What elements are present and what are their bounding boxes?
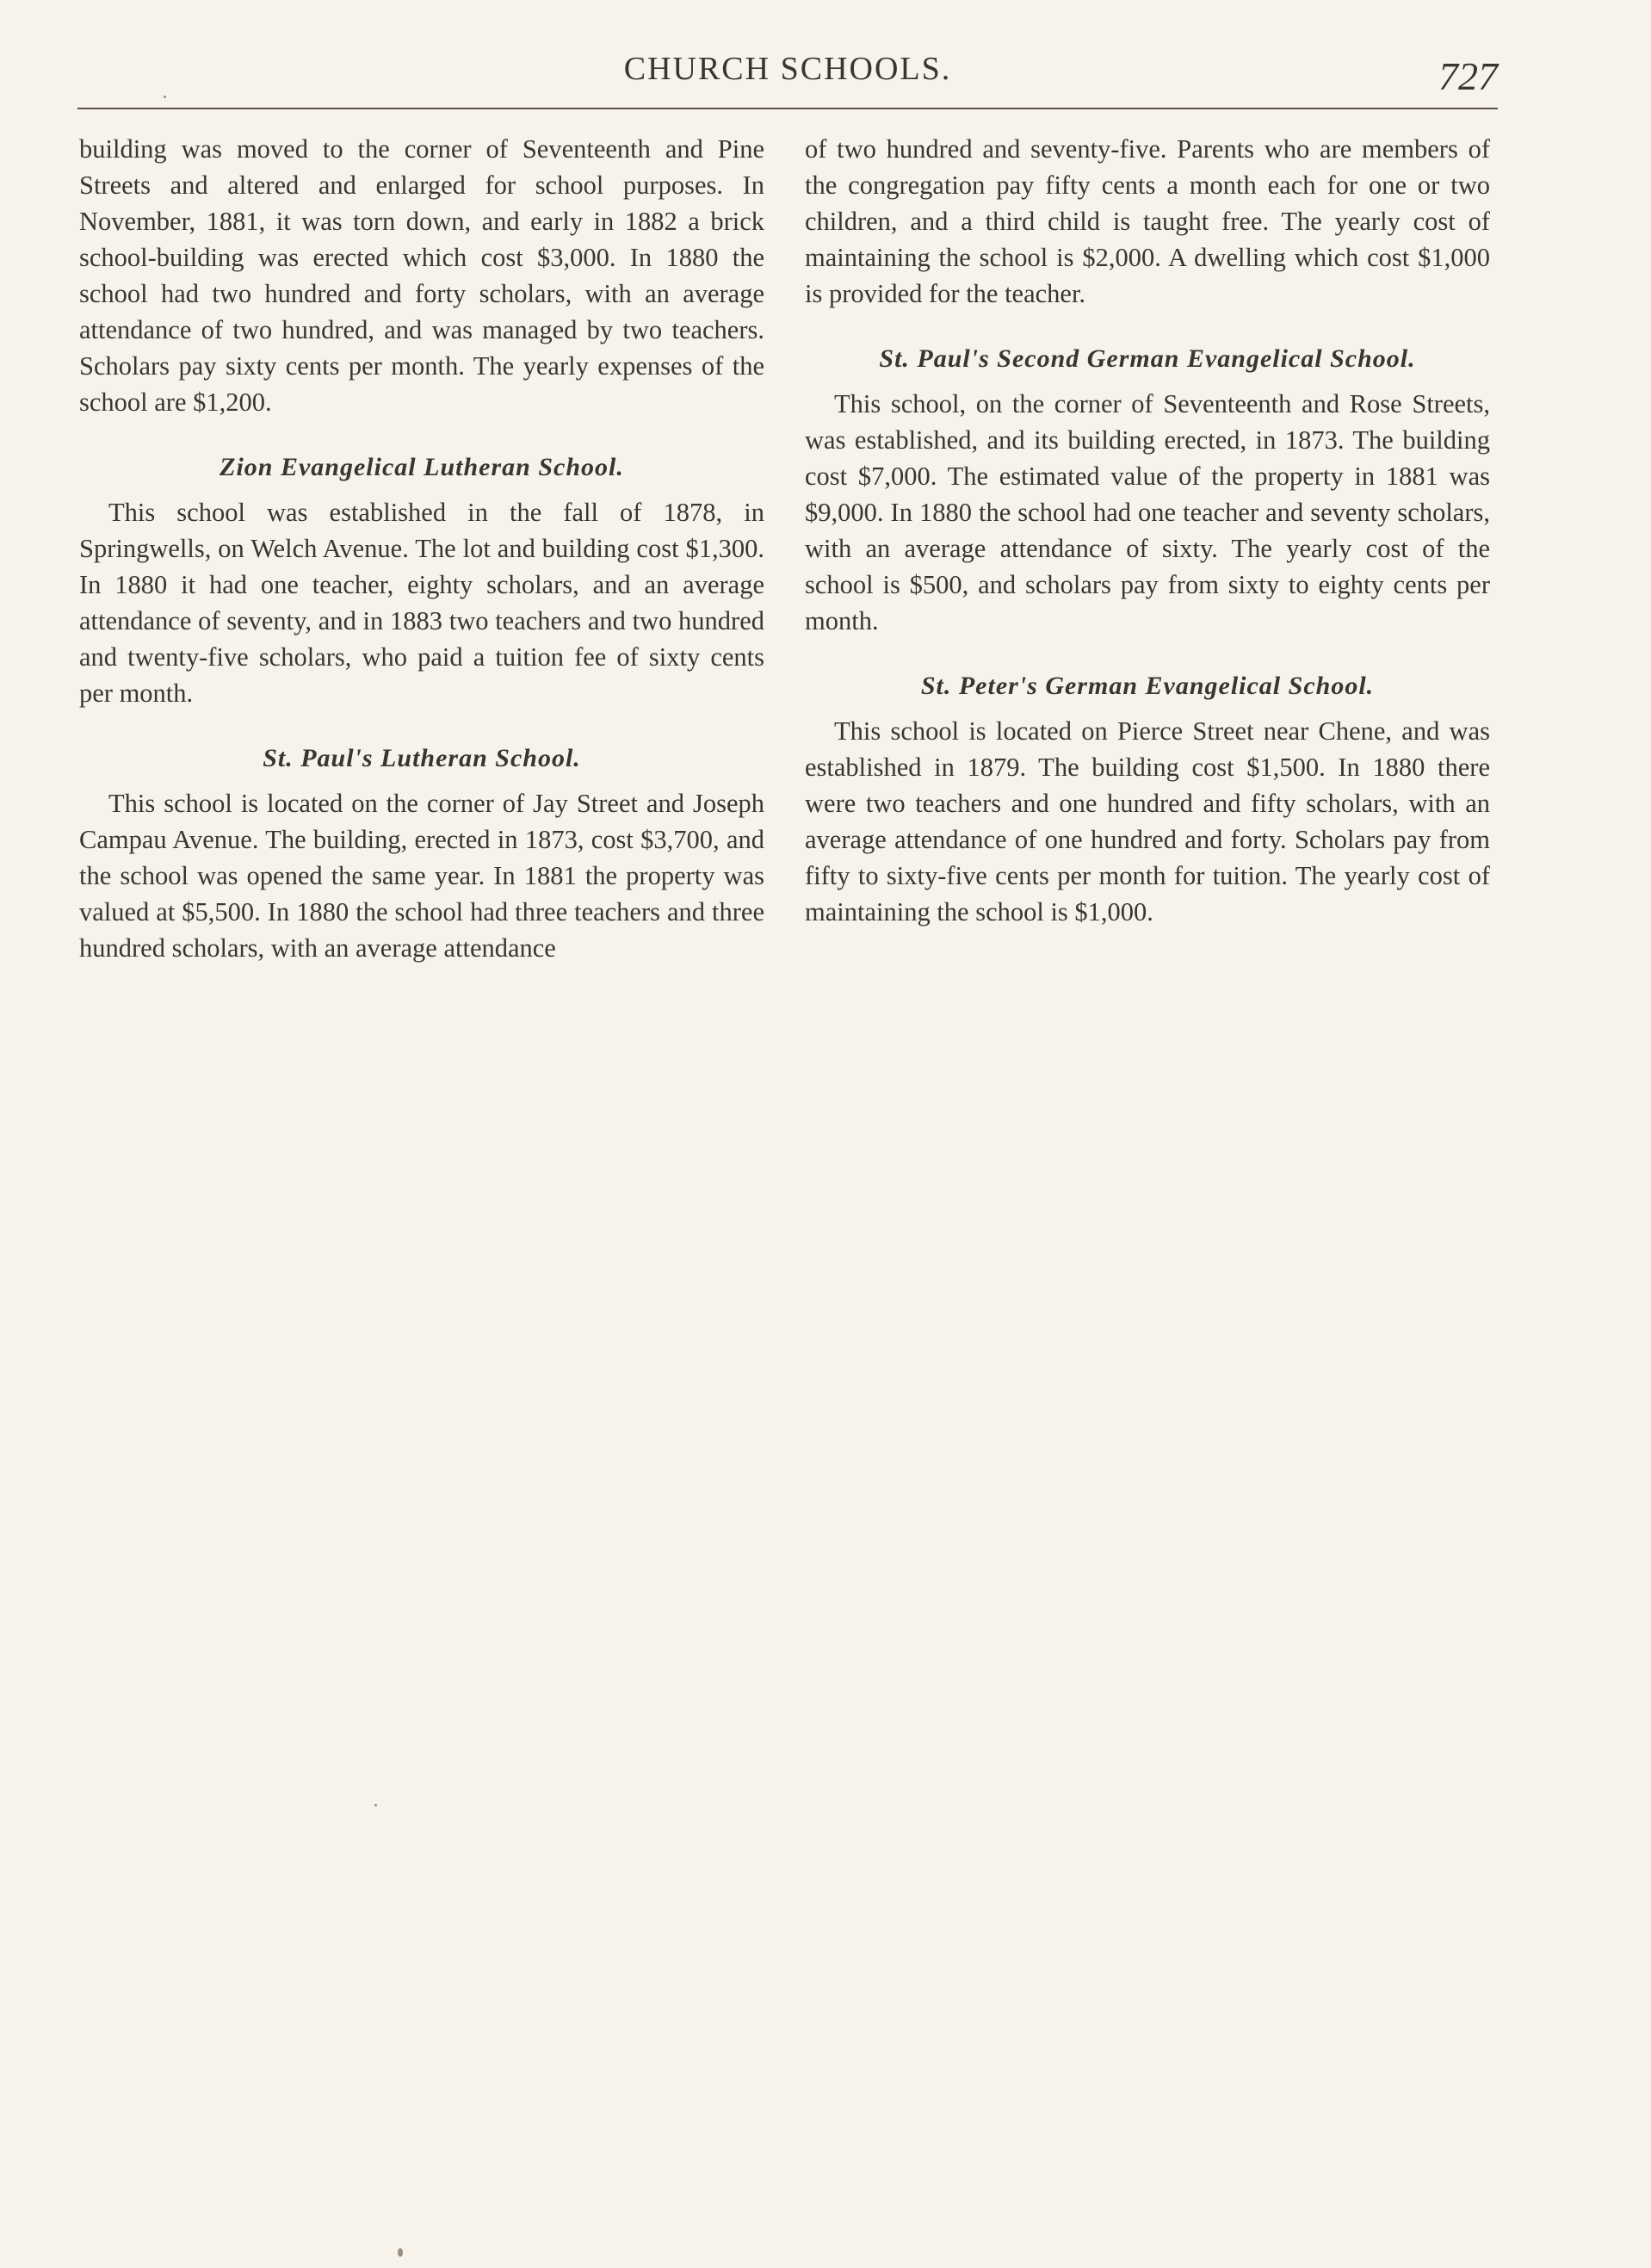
left-paragraph-2: This school was established in the fall of 1878, in Springwells, on Welch Avenue. The lot and building cost $1,300. In 1880 it had one teacher, eighty scholars, and an average attendance of seventy, and in 1883 two teachers and two hundred and twenty-five scholars, who paid a tuition fee of sixty cents per month. [79, 498, 764, 708]
ink-speck [398, 2248, 403, 2257]
running-head [77, 43, 1498, 112]
zion-school-heading: Zion Evangelical Lutheran School. [220, 453, 624, 481]
right-paragraph-2: This school, on the corner of Seventeenth and Rose Streets, was established, and its building erected, in 1873. The building cost $7,000. The estimated value of the property in 1881 was $9,000. In 1880 the school had one teacher and seventy scholars, with an average attendance of sixty. The yearly cost of the school is $500, and scholars pay from sixty to eighty cents per month. [805, 389, 1490, 635]
st-peters-german-heading: St. Peter's German Evangelical School. [920, 672, 1375, 700]
ink-speck [164, 96, 166, 98]
left-paragraph-3: This school is located on the corner of Jay Street and Joseph Campau Avenue. The building, erected in 1873, cost $3,700, and the school was opened the same year. In 1881 the property was valued at $5,500. In 1880 the school had three teachers and three hundred scholars, with an average attendance [79, 789, 764, 963]
ink-speck [374, 1804, 377, 1806]
left-column [79, 131, 764, 966]
right-column [805, 131, 1490, 930]
st-pauls-second-german-heading: St. Paul's Second German Evangelical School. [879, 344, 1416, 373]
right-paragraph-1: of two hundred and seventy-five. Parents who are members of the congregation pay fifty cents a month each for one or two children, and a third child is taught free. The yearly cost of maintaining the school is $2,000. A dwelling which cost $1,000 is provided for the teacher. [805, 134, 1490, 308]
header-rule [77, 108, 1498, 109]
left-paragraph-1: building was moved to the corner of Seventeenth and Pine Streets and altered and enlarged for school purposes. In November, 1881, it was torn down, and early in 1882 a brick school-building was erected which cost $3,000. In 1880 the school had two hundred and forty scholars, with an average attendance of two hundred, and was managed by two teachers. Scholars pay sixty cents per month. The yearly expenses of the school are $1,200. [79, 134, 764, 417]
running-title: CHURCH SCHOOLS. [623, 51, 952, 87]
st-pauls-lutheran-heading: St. Paul's Lutheran School. [263, 744, 581, 772]
page-number: 727 [1438, 54, 1498, 98]
right-paragraph-3: This school is located on Pierce Street near Chene, and was established in 1879. The building cost $1,500. In 1880 there were two teachers and one hundred and fifty scholars, with an average attendance of one hundred and forty. Scholars pay from fifty to sixty-five cents per month for tuition. The yearly cost of maintaining the school is $1,000. [805, 716, 1490, 926]
